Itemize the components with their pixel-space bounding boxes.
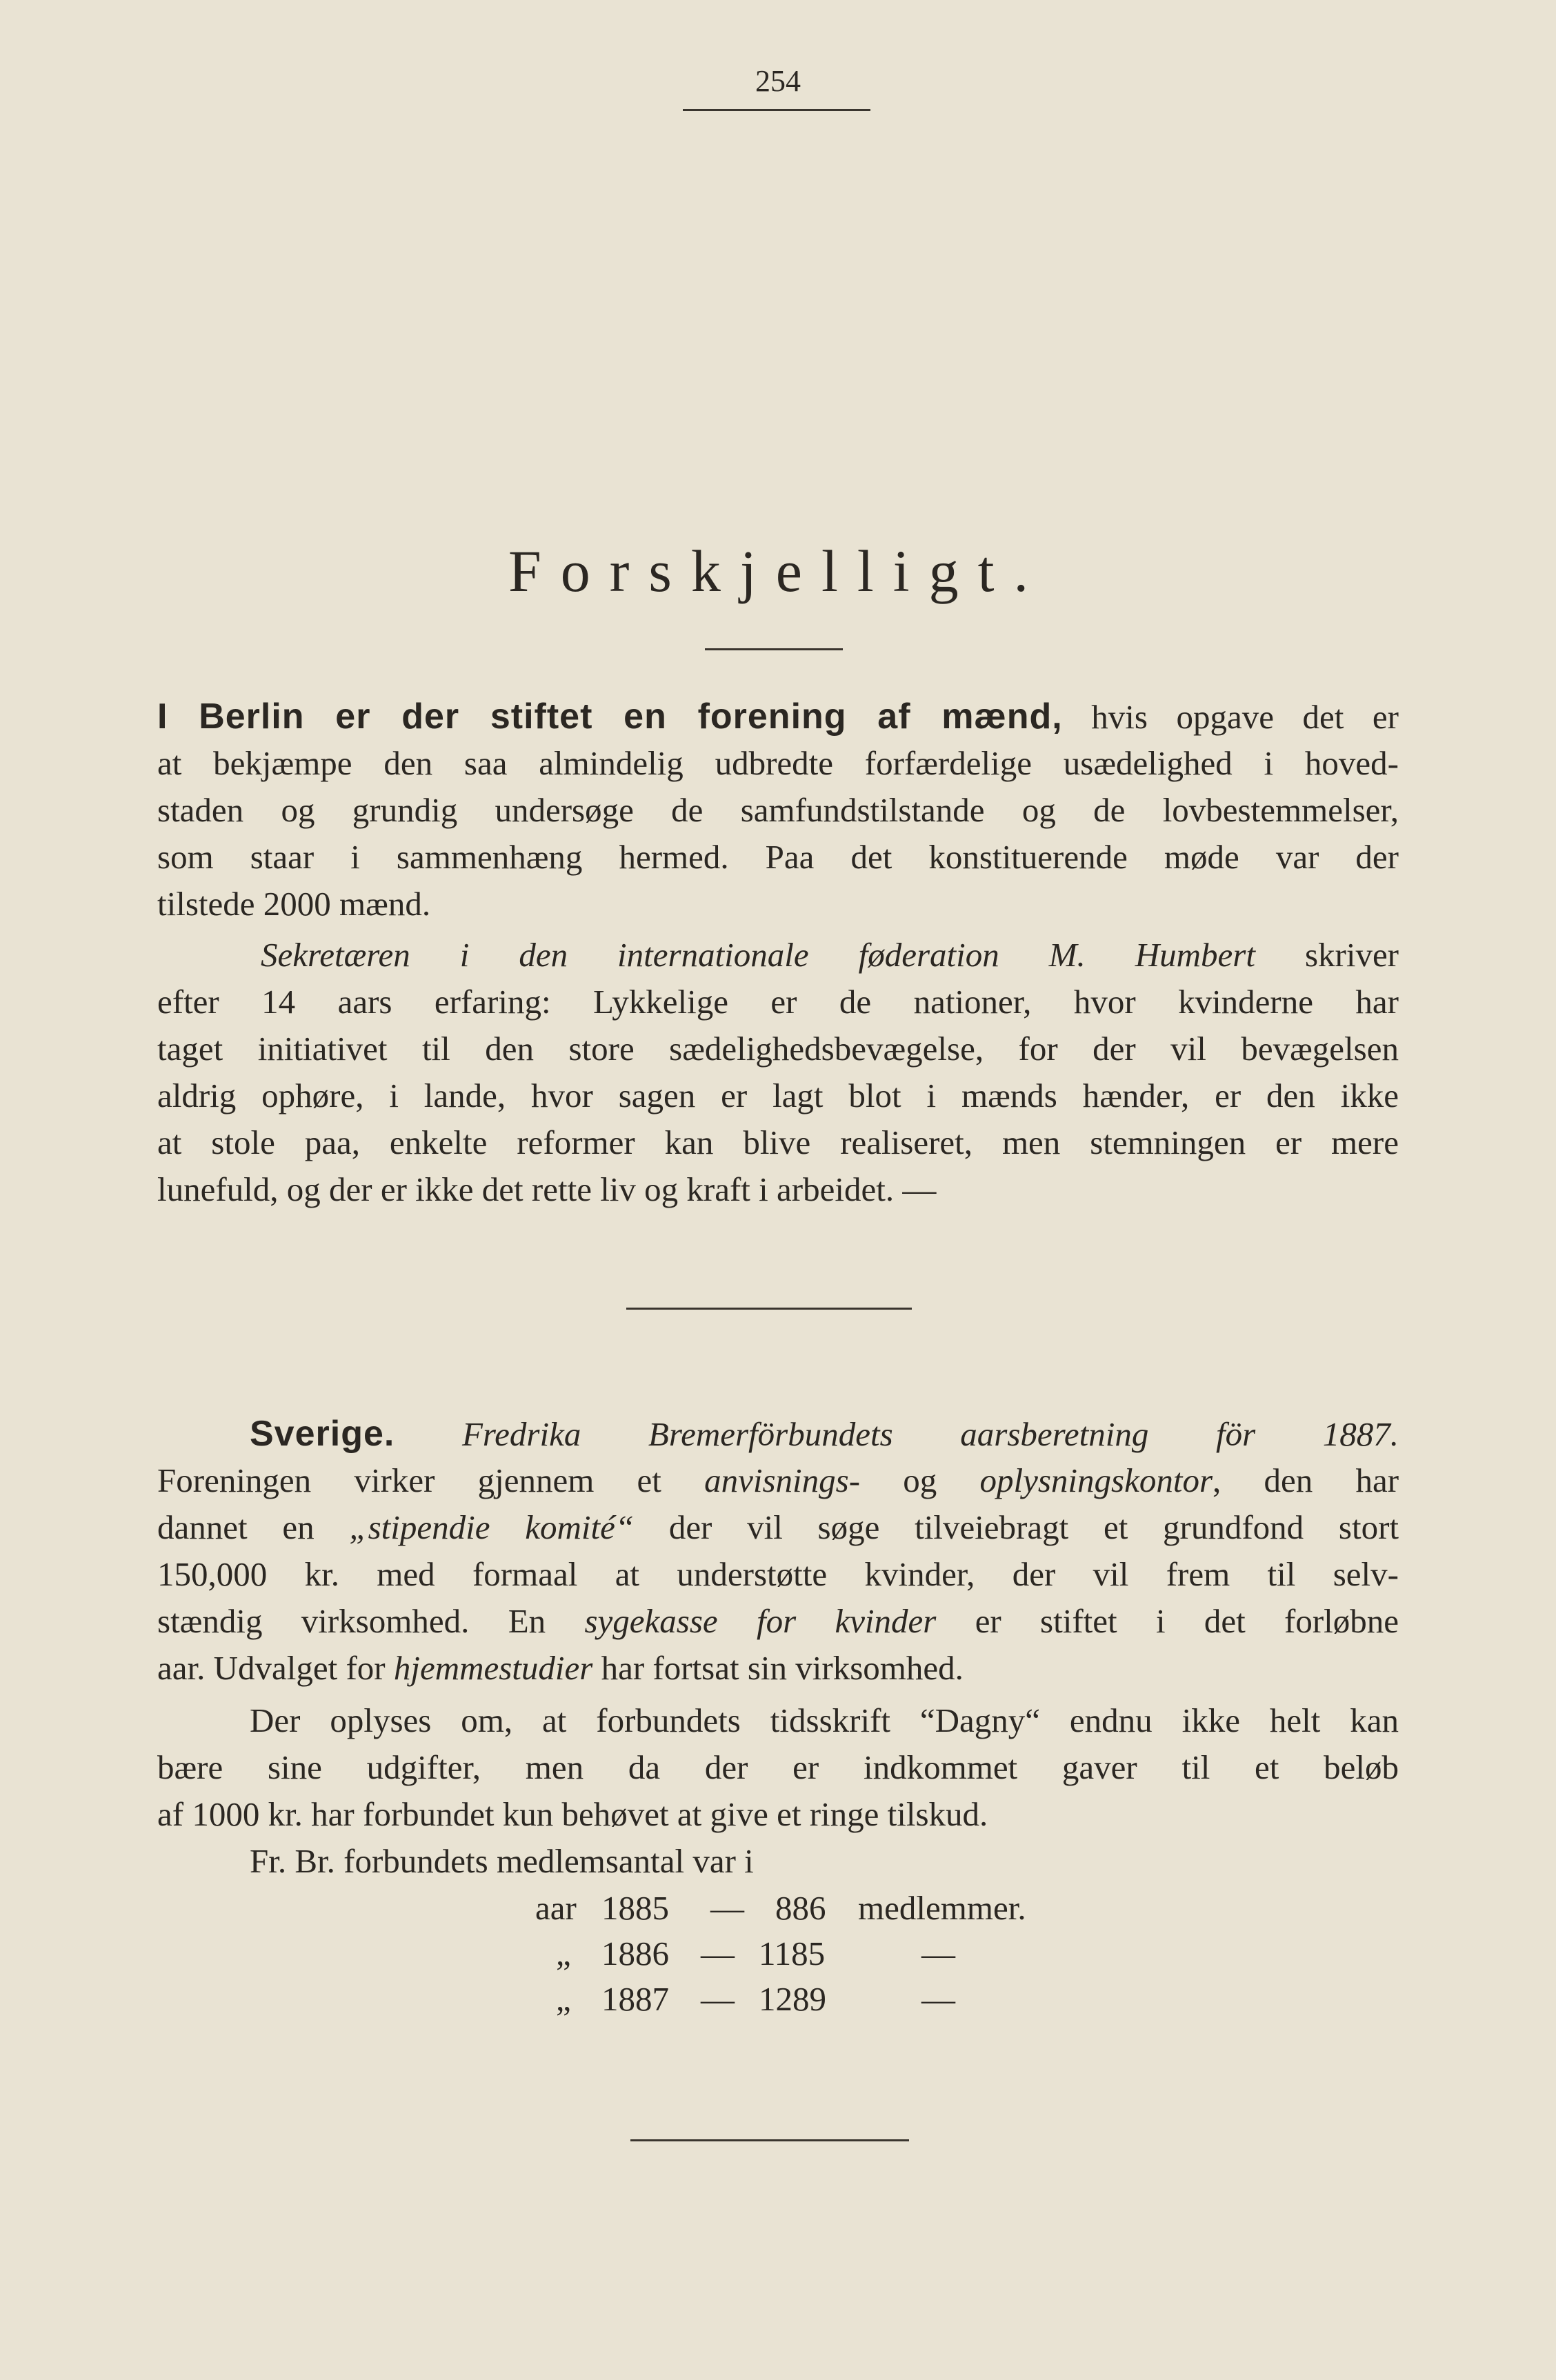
- sverige-line-6-c: har fortsat sin virksomhed.: [601, 1649, 964, 1687]
- sverige-line-1: [250, 1411, 1399, 1457]
- berlin-line-1-rest: hvis opgave det er: [1091, 698, 1399, 736]
- sverige-line-2-a: Foreningen virker gjennem et: [157, 1461, 661, 1499]
- sverige-line-3-c: der vil søge tilveiebragt et grundfond stort: [668, 1508, 1399, 1546]
- row-suffix: —: [921, 1980, 955, 2018]
- sverige-line-2-c: og: [903, 1461, 937, 1499]
- row-dash: —: [710, 1889, 744, 1927]
- row-dash: —: [701, 1980, 735, 2018]
- row-prefix: „: [556, 1980, 571, 2018]
- title-rule: [705, 648, 843, 650]
- row-prefix: aar: [535, 1889, 577, 1927]
- humbert-line-2: efter 14 aars erfaring: Lykkelige er de nationer, hvor kvinderne har: [157, 983, 1399, 1021]
- berlin-line-2: at bekjæmpe den saa almindelig udbredte forfærdelige usædelighed i hoved-: [157, 744, 1399, 782]
- sverige-line-4: 150,000 kr. med formaal at understøtte kvinder, der vil frem til selv-: [157, 1555, 1399, 1593]
- section-title: Forskjelligt.: [508, 538, 1048, 604]
- section-divider-1: [626, 1308, 912, 1310]
- sverige-line-5: [157, 1599, 1399, 1644]
- sverige-line-3-b: „stipendie komité“: [349, 1508, 635, 1546]
- row-suffix: —: [921, 1934, 955, 1972]
- row-count: 886: [775, 1889, 826, 1927]
- humbert-line-3: taget initiativet til den store sædelighedsbevægelse, for der vil bevægelsen: [157, 1030, 1399, 1068]
- berlin-line-5: tilstede 2000 mænd.: [157, 885, 431, 923]
- humbert-line-1-rest: skriver: [1304, 936, 1399, 974]
- humbert-line-4: aldrig ophøre, i lande, hvor sagen er lagt blot i mænds hænder, er den ikke: [157, 1077, 1399, 1114]
- row-year: 1886: [601, 1934, 669, 1972]
- dagny-line-2: bære sine udgifter, men da der er indkommet gaver til et beløb: [157, 1748, 1399, 1786]
- humbert-line-5: at stole paa, enkelte reformer kan blive realiseret, men stemningen er mere: [157, 1123, 1399, 1161]
- berlin-line-1: [157, 694, 1399, 739]
- header-rule: [683, 109, 870, 111]
- section-divider-2: [630, 2139, 909, 2141]
- sverige-line-5-b: sygekasse for kvinder: [584, 1602, 937, 1640]
- sverige-line-2-e: , den har: [1213, 1461, 1399, 1499]
- sverige-line-3: [157, 1505, 1399, 1550]
- membership-intro: Fr. Br. forbundets medlemsantal var i: [250, 1842, 754, 1880]
- berlin-line-4: som staar i sammenhæng hermed. Paa det konstituerende møde var der: [157, 838, 1399, 876]
- sverige-lead: Sverige.: [250, 1414, 395, 1454]
- sverige-line-3-a: dannet en: [157, 1508, 315, 1546]
- row-year: 1887: [601, 1980, 669, 2018]
- row-prefix: „: [556, 1934, 571, 1972]
- humbert-line-6: lunefuld, og der er ikke det rette liv og kraft i arbeidet. —: [157, 1170, 937, 1208]
- sverige-line-6: [157, 1646, 1399, 1691]
- row-count: 1185: [759, 1934, 826, 1972]
- row-count: 1289: [759, 1980, 826, 2018]
- row-dash: —: [701, 1934, 735, 1972]
- row-suffix: medlemmer.: [858, 1889, 1026, 1927]
- sverige-line-2-d: oplysningskontor: [979, 1461, 1213, 1499]
- sverige-line-6-b: hjemmestudier: [393, 1649, 593, 1687]
- sverige-line-6-a: aar. Udvalget for: [157, 1649, 386, 1687]
- humbert-italic: Sekretæren i den internationale føderation M. Humbert: [261, 936, 1255, 974]
- berlin-lead: I Berlin er der stiftet en forening af mænd,: [157, 697, 1063, 737]
- row-year: 1885: [601, 1889, 669, 1927]
- dagny-line-3: af 1000 kr. har forbundet kun behøvet at give et ringe tilskud.: [157, 1795, 988, 1833]
- page-number: 254: [755, 64, 801, 98]
- sverige-line-5-a: stændig virksomhed. En: [157, 1602, 546, 1640]
- dagny-line-1: Der oplyses om, at forbundets tidsskrift “Dagny“ endnu ikke helt kan: [250, 1701, 1399, 1739]
- sverige-italic-title: Fredrika Bremerförbundets aarsberetning för 1887.: [461, 1415, 1399, 1453]
- sverige-line-5-c: er stiftet i det forløbne: [975, 1602, 1399, 1640]
- sverige-line-2-b: anvisnings-: [704, 1461, 861, 1499]
- humbert-line-1: [261, 932, 1399, 978]
- sverige-line-2: [157, 1458, 1399, 1503]
- berlin-line-3: staden og grundig undersøge de samfundstilstande og de lovbestemmelser,: [157, 791, 1399, 829]
